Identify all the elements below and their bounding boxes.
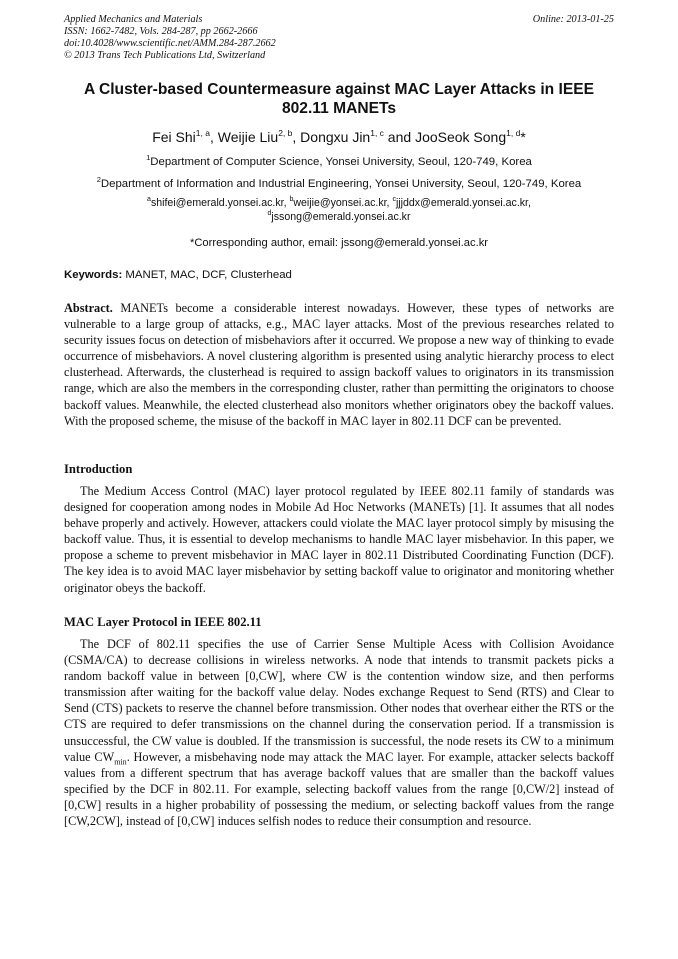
author-list bbox=[40, 128, 638, 146]
abstract bbox=[64, 300, 614, 429]
copyright-line: © 2013 Trans Tech Publications Ltd, Switzerland bbox=[64, 50, 266, 61]
corresponding-author: *Corresponding author, email: jssong@emerald.yonsei.ac.kr bbox=[189, 237, 489, 249]
affiliation-text: Department of Computer Science, Yonsei University, Seoul, 120-749, Korea bbox=[150, 156, 532, 168]
author-affiliation-mark: 2, b bbox=[278, 128, 293, 138]
email-address[interactable]: jssong@emerald.yonsei.ac.kr bbox=[271, 211, 411, 223]
author-name: Dongxu Jin bbox=[300, 129, 371, 145]
author-separator: , bbox=[209, 129, 218, 145]
paper-title: A Cluster-based Countermeasure against MAC Layer Attacks in IEEE 802.11 MANETs bbox=[83, 81, 595, 117]
section-heading-mac-layer: MAC Layer Protocol in IEEE 802.11 bbox=[64, 615, 262, 629]
author-separator: , bbox=[292, 129, 301, 145]
keywords-text: MANET, MAC, DCF, Clusterhead bbox=[122, 269, 292, 281]
email-address[interactable]: weijie@yonsei.ac.kr, bbox=[293, 197, 393, 209]
affiliation-1 bbox=[40, 155, 638, 169]
doi-line[interactable]: doi:10.4028/www.scientific.net/AMM.284-287.2662 bbox=[64, 38, 276, 49]
author-name: Weijie Liu bbox=[217, 129, 279, 145]
author-affiliation-mark: 1, d bbox=[506, 128, 521, 138]
journal-name: Applied Mechanics and Materials bbox=[64, 14, 203, 25]
issn-line: ISSN: 1662-7482, Vols. 284-287, pp 2662-2666 bbox=[64, 26, 258, 37]
journal-header bbox=[64, 14, 614, 62]
mac-section-paragraph bbox=[64, 636, 614, 829]
mac-section-body bbox=[64, 636, 614, 829]
keywords bbox=[64, 268, 614, 282]
abstract-text: MANETs become a considerable interest nowadays. However, these types of networks are vulnerable to a large group of attacks, e.g., MAC layer attacks. Most of the previous researches related to security issues focus on detection of misbehaviors after it occurred. We propose a new way of thinking to evade occurrence of misbehaviors. A novel clustering algorithm is presented using analytic hierarchy process to elect clusterhead. Afterwards, the clusterhead is required to assign backoff values to originators in its transmission range, which are also the members in the corresponding cluster, rather than permitting the originators to choose backoff values. Meanwhile, the elected clusterhead also monitors whether originators obey the backoff values. With the proposed scheme, the misuse of the backoff in MAC layer in 802.11 DCF can be prevented. bbox=[64, 301, 614, 428]
mac-text-part-2: . However, a misbehaving node may attack the MAC layer. For example, attacker selects backoff values from a different spectrum that has average backoff values that are smaller than the backoff values specified by the DCF in 802.11. For example, selecting backoff values from the range [0,CW/2] instead of [0,CW] results in a higher probability of possessing the medium, or selecting backoff values from the range [CW,2CW], instead of [0,CW] induces selfish nodes to reduce their consumption and resource. bbox=[64, 749, 615, 829]
introduction-body bbox=[64, 483, 614, 596]
author-affiliation-mark: 1, c bbox=[370, 128, 384, 138]
email-mark: c bbox=[392, 196, 396, 203]
affiliation-mark: 1 bbox=[146, 153, 151, 162]
cw-min-subscript: min bbox=[114, 757, 127, 767]
affiliation-mark: 2 bbox=[96, 175, 101, 184]
affiliation-2 bbox=[40, 177, 638, 191]
mac-text-part-1: The DCF of 802.11 specifies the use of Carrier Sense Multiple Acess with Collision Avoidance (CSMA/CA) to decrease collisions in wireless networks. A node that intends to transmit packets picks a random backoff value in between [0,CW], where CW is the contention window size, and then performs transmission after waiting for the backoff value delay. Nodes exchange Request to Send (RTS) and Clear to Send (CTS) packets to reserve the channel before transmission. Other nodes that overhear either the RTS or the CTS are required to defer transmissions on the channel during the conservation period. If a transmission is unsuccessful, the CW value is doubled. If the transmission is successful, the node resets its CW to a minimum value CW bbox=[64, 637, 614, 764]
email-mark: a bbox=[147, 196, 151, 203]
email-list bbox=[90, 196, 588, 224]
online-date: Online: 2013-01-25 bbox=[532, 14, 614, 25]
keywords-label: Keywords: bbox=[64, 269, 123, 281]
author-separator: and bbox=[383, 129, 416, 145]
introduction-paragraph: The Medium Access Control (MAC) layer protocol regulated by IEEE 802.11 family of standards was designed for cooperation among nodes in Mobile Ad Hoc Networks (MANETs) [1]. It assumes that all nodes behave properly and actively. However, attackers could violate the MAC layer protocol simply by misusing the backoff value. Thus, it is essential to develop mechanisms to handle MAC layer misbehavior. In this paper, we propose a scheme to prevent misbehavior in MAC layer in 802.11 Distributed Coordinating Function (DCF). The key idea is to avoid MAC layer misbehavior by setting backoff value to originator and monitoring whether originator obeys the backoff. bbox=[64, 484, 614, 595]
email-mark: d bbox=[267, 210, 272, 217]
corresponding-mark: * bbox=[520, 129, 526, 145]
section-heading-introduction: Introduction bbox=[64, 462, 133, 476]
author-affiliation-mark: 1, a bbox=[195, 128, 210, 138]
email-address[interactable]: shifei@emerald.yonsei.ac.kr, bbox=[150, 197, 290, 209]
affiliation-text: Department of Information and Industrial Engineering, Yonsei University, Seoul, 120-749, Korea bbox=[100, 178, 582, 190]
abstract-label: Abstract. bbox=[64, 301, 113, 315]
email-mark: b bbox=[289, 196, 294, 203]
email-address[interactable]: jjjddx@emerald.yonsei.ac.kr, bbox=[395, 197, 531, 209]
author-name: JooSeok Song bbox=[415, 129, 507, 145]
author-name: Fei Shi bbox=[152, 129, 196, 145]
